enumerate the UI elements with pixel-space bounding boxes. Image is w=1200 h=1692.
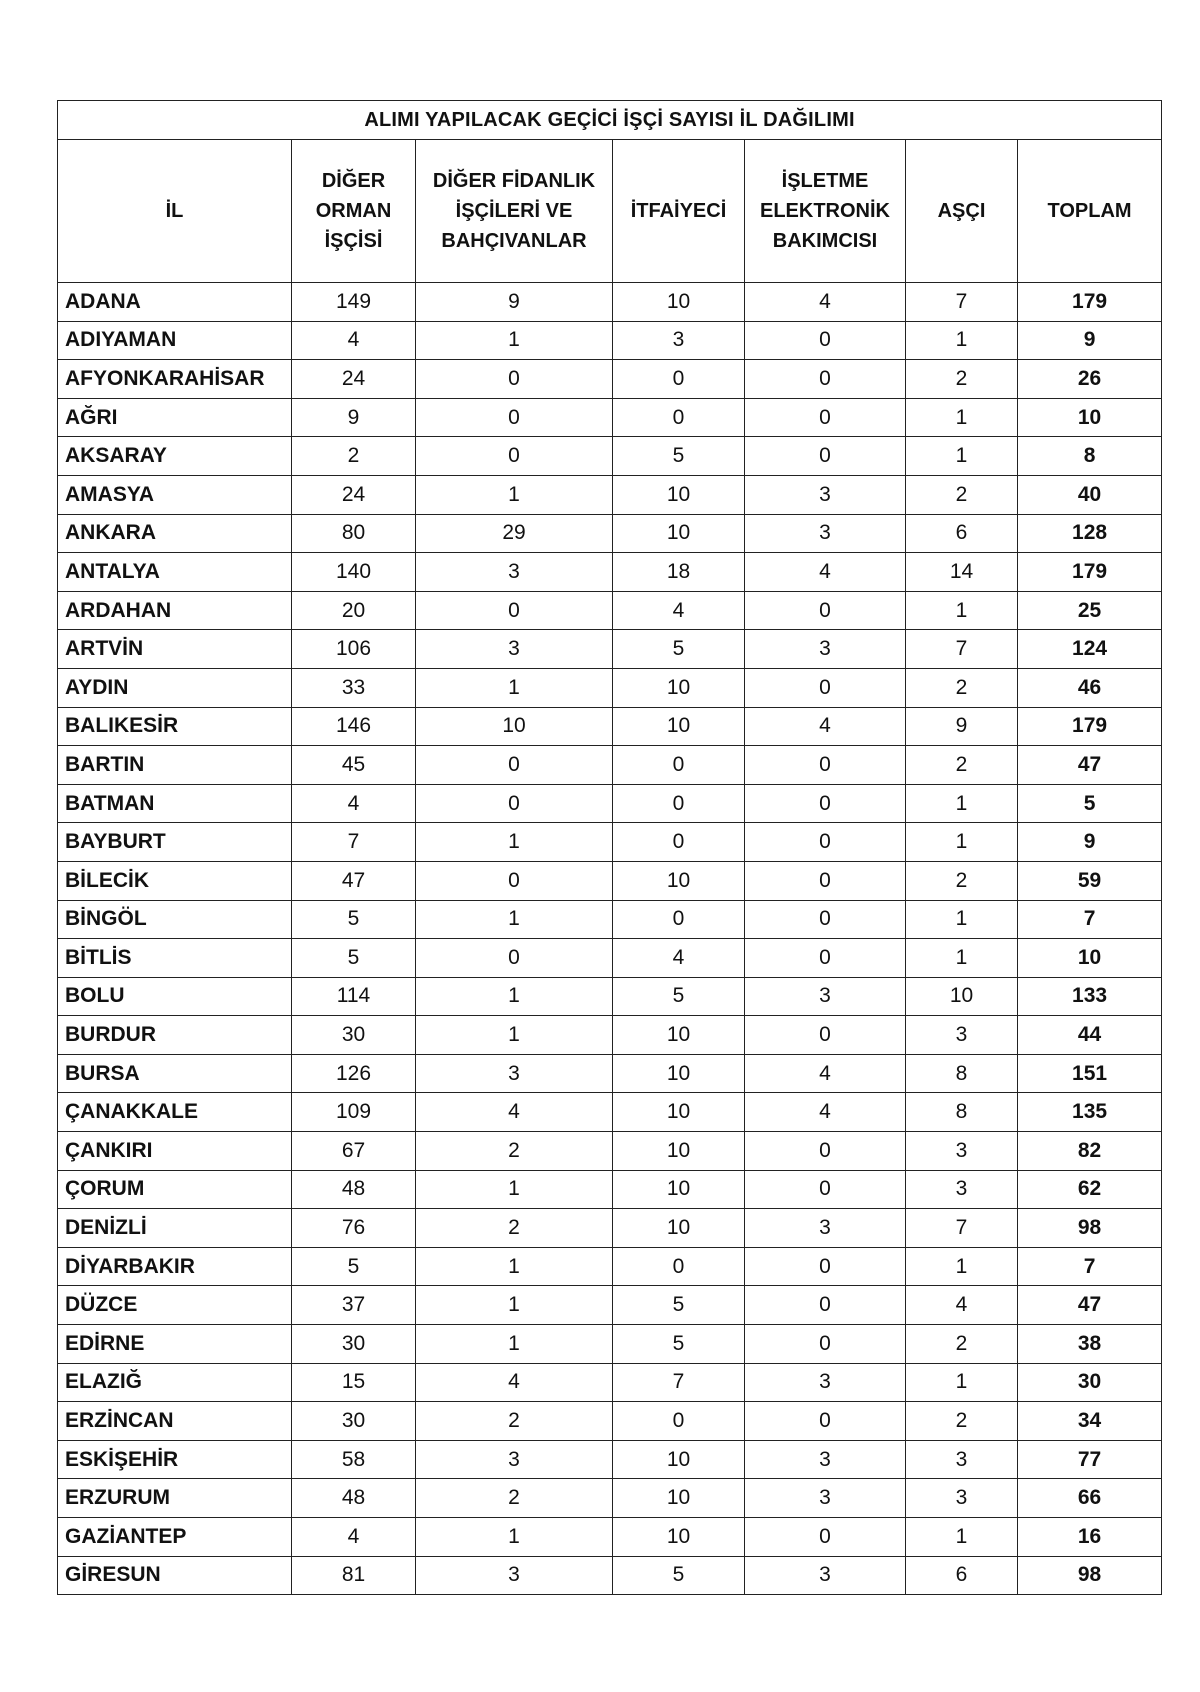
column-header-line: TOPLAM	[1047, 200, 1132, 222]
asci-cell: 3	[906, 1132, 1018, 1171]
elektronik-cell: 3	[745, 1556, 906, 1595]
province-cell: ÇANAKKALE	[58, 1093, 292, 1132]
asci-cell: 2	[906, 1325, 1018, 1364]
elektronik-cell: 3	[745, 1479, 906, 1518]
table-row	[58, 1402, 1162, 1441]
fidanlik-cell: 0	[416, 437, 613, 476]
fidanlik-cell: 0	[416, 746, 613, 785]
itfaiyeci-cell: 5	[613, 1556, 745, 1595]
province-cell: EDİRNE	[58, 1325, 292, 1364]
fidanlik-cell: 2	[416, 1132, 613, 1171]
toplam-cell: 179	[1018, 283, 1162, 322]
toplam-cell: 44	[1018, 1016, 1162, 1055]
itfaiyeci-cell: 0	[613, 746, 745, 785]
table-row	[58, 1054, 1162, 1093]
itfaiyeci-cell: 0	[613, 784, 745, 823]
fidanlik-cell: 3	[416, 1556, 613, 1595]
toplam-cell: 7	[1018, 900, 1162, 939]
orman-cell: 9	[292, 398, 416, 437]
fidanlik-cell: 0	[416, 591, 613, 630]
orman-cell: 45	[292, 746, 416, 785]
asci-cell: 1	[906, 900, 1018, 939]
toplam-cell: 8	[1018, 437, 1162, 476]
asci-cell: 6	[906, 514, 1018, 553]
table-row	[58, 1247, 1162, 1286]
orman-cell: 30	[292, 1016, 416, 1055]
itfaiyeci-cell: 18	[613, 553, 745, 592]
column-header-line: İTFAİYECİ	[630, 200, 727, 222]
column-header-line: ORMAN	[315, 200, 392, 222]
elektronik-cell: 0	[745, 746, 906, 785]
fidanlik-cell: 0	[416, 398, 613, 437]
table-row	[58, 1132, 1162, 1171]
itfaiyeci-cell: 10	[613, 475, 745, 514]
table-row	[58, 514, 1162, 553]
elektronik-cell: 0	[745, 1016, 906, 1055]
itfaiyeci-cell: 5	[613, 1325, 745, 1364]
table-body	[58, 283, 1162, 1595]
table-row	[58, 823, 1162, 862]
orman-cell: 24	[292, 475, 416, 514]
table-row	[58, 630, 1162, 669]
itfaiyeci-cell: 10	[613, 1016, 745, 1055]
asci-cell: 8	[906, 1054, 1018, 1093]
asci-cell: 1	[906, 591, 1018, 630]
asci-cell: 8	[906, 1093, 1018, 1132]
toplam-cell: 77	[1018, 1440, 1162, 1479]
table-row	[58, 1479, 1162, 1518]
province-cell: AMASYA	[58, 475, 292, 514]
asci-cell: 3	[906, 1440, 1018, 1479]
elektronik-cell: 3	[745, 1363, 906, 1402]
fidanlik-cell: 2	[416, 1209, 613, 1248]
toplam-cell: 128	[1018, 514, 1162, 553]
elektronik-cell: 4	[745, 707, 906, 746]
elektronik-cell: 0	[745, 1170, 906, 1209]
toplam-cell: 7	[1018, 1247, 1162, 1286]
itfaiyeci-cell: 5	[613, 977, 745, 1016]
province-cell: DENİZLİ	[58, 1209, 292, 1248]
orman-cell: 58	[292, 1440, 416, 1479]
elektronik-cell: 0	[745, 1402, 906, 1441]
fidanlik-cell: 1	[416, 1518, 613, 1557]
fidanlik-cell: 3	[416, 1440, 613, 1479]
table-row	[58, 1170, 1162, 1209]
province-cell: AYDIN	[58, 668, 292, 707]
toplam-cell: 16	[1018, 1518, 1162, 1557]
itfaiyeci-cell: 0	[613, 823, 745, 862]
table-row	[58, 1440, 1162, 1479]
fidanlik-cell: 3	[416, 1054, 613, 1093]
elektronik-cell: 3	[745, 475, 906, 514]
province-cell: ADANA	[58, 283, 292, 322]
distribution-table	[57, 100, 1162, 1595]
asci-cell: 14	[906, 553, 1018, 592]
toplam-cell: 62	[1018, 1170, 1162, 1209]
fidanlik-cell: 3	[416, 553, 613, 592]
table-title: ALIMI YAPILACAK GEÇİCİ İŞÇİ SAYISI İL DAĞILIMI	[58, 101, 1162, 140]
toplam-cell: 98	[1018, 1556, 1162, 1595]
column-header-line: İŞLETME	[781, 170, 869, 192]
elektronik-cell: 0	[745, 437, 906, 476]
asci-cell: 1	[906, 939, 1018, 978]
itfaiyeci-cell: 10	[613, 1093, 745, 1132]
orman-cell: 81	[292, 1556, 416, 1595]
elektronik-cell: 3	[745, 514, 906, 553]
asci-cell: 9	[906, 707, 1018, 746]
fidanlik-cell: 1	[416, 1325, 613, 1364]
asci-cell: 2	[906, 668, 1018, 707]
orman-cell: 2	[292, 437, 416, 476]
asci-cell: 2	[906, 861, 1018, 900]
table-row	[58, 1016, 1162, 1055]
province-cell: BİNGÖL	[58, 900, 292, 939]
itfaiyeci-cell: 10	[613, 1054, 745, 1093]
itfaiyeci-cell: 10	[613, 1440, 745, 1479]
orman-cell: 37	[292, 1286, 416, 1325]
elektronik-cell: 0	[745, 360, 906, 399]
elektronik-cell: 0	[745, 900, 906, 939]
table-row	[58, 283, 1162, 322]
itfaiyeci-cell: 4	[613, 939, 745, 978]
orman-cell: 20	[292, 591, 416, 630]
province-cell: ANTALYA	[58, 553, 292, 592]
itfaiyeci-cell: 7	[613, 1363, 745, 1402]
asci-cell: 7	[906, 630, 1018, 669]
itfaiyeci-cell: 3	[613, 321, 745, 360]
fidanlik-cell: 0	[416, 360, 613, 399]
table-row	[58, 321, 1162, 360]
elektronik-cell: 0	[745, 398, 906, 437]
itfaiyeci-cell: 10	[613, 1518, 745, 1557]
province-cell: AFYONKARAHİSAR	[58, 360, 292, 399]
elektronik-cell: 3	[745, 1440, 906, 1479]
column-header-line: İŞÇİLERİ VE	[455, 200, 573, 222]
itfaiyeci-cell: 10	[613, 707, 745, 746]
elektronik-cell: 3	[745, 977, 906, 1016]
elektronik-cell: 0	[745, 668, 906, 707]
fidanlik-cell: 1	[416, 1170, 613, 1209]
orman-cell: 146	[292, 707, 416, 746]
fidanlik-cell: 1	[416, 1247, 613, 1286]
elektronik-cell: 0	[745, 939, 906, 978]
asci-cell: 1	[906, 321, 1018, 360]
table-row	[58, 1518, 1162, 1557]
elektronik-cell: 4	[745, 553, 906, 592]
fidanlik-cell: 9	[416, 283, 613, 322]
orman-cell: 47	[292, 861, 416, 900]
province-cell: GİRESUN	[58, 1556, 292, 1595]
province-cell: ARDAHAN	[58, 591, 292, 630]
column-header-line: BAKIMCISI	[772, 230, 878, 252]
toplam-cell: 46	[1018, 668, 1162, 707]
table-row	[58, 1363, 1162, 1402]
column-header-asci	[906, 140, 1018, 283]
fidanlik-cell: 4	[416, 1363, 613, 1402]
toplam-cell: 25	[1018, 591, 1162, 630]
elektronik-cell: 0	[745, 861, 906, 900]
asci-cell: 3	[906, 1479, 1018, 1518]
orman-cell: 4	[292, 321, 416, 360]
column-header-line: BAHÇIVANLAR	[441, 230, 587, 252]
province-cell: BURSA	[58, 1054, 292, 1093]
table-row	[58, 746, 1162, 785]
province-cell: ESKİŞEHİR	[58, 1440, 292, 1479]
itfaiyeci-cell: 4	[613, 591, 745, 630]
province-cell: AKSARAY	[58, 437, 292, 476]
table-row	[58, 437, 1162, 476]
orman-cell: 33	[292, 668, 416, 707]
orman-cell: 15	[292, 1363, 416, 1402]
fidanlik-cell: 3	[416, 630, 613, 669]
elektronik-cell: 0	[745, 321, 906, 360]
orman-cell: 24	[292, 360, 416, 399]
column-header-row	[58, 140, 1162, 283]
elektronik-cell: 0	[745, 1132, 906, 1171]
itfaiyeci-cell: 10	[613, 861, 745, 900]
fidanlik-cell: 1	[416, 900, 613, 939]
table-row	[58, 707, 1162, 746]
asci-cell: 6	[906, 1556, 1018, 1595]
column-header-itfaiyeci	[613, 140, 745, 283]
toplam-cell: 38	[1018, 1325, 1162, 1364]
table-row	[58, 939, 1162, 978]
asci-cell: 7	[906, 1209, 1018, 1248]
table-row	[58, 784, 1162, 823]
orman-cell: 126	[292, 1054, 416, 1093]
itfaiyeci-cell: 0	[613, 1402, 745, 1441]
fidanlik-cell: 1	[416, 977, 613, 1016]
asci-cell: 2	[906, 360, 1018, 399]
toplam-cell: 98	[1018, 1209, 1162, 1248]
asci-cell: 1	[906, 784, 1018, 823]
table-row	[58, 591, 1162, 630]
column-header-line: İL	[165, 200, 184, 222]
fidanlik-cell: 1	[416, 823, 613, 862]
orman-cell: 4	[292, 784, 416, 823]
orman-cell: 140	[292, 553, 416, 592]
elektronik-cell: 3	[745, 630, 906, 669]
elektronik-cell: 0	[745, 1518, 906, 1557]
province-cell: ADIYAMAN	[58, 321, 292, 360]
province-cell: ARTVİN	[58, 630, 292, 669]
itfaiyeci-cell: 5	[613, 630, 745, 669]
elektronik-cell: 3	[745, 1209, 906, 1248]
asci-cell: 1	[906, 398, 1018, 437]
itfaiyeci-cell: 10	[613, 668, 745, 707]
fidanlik-cell: 2	[416, 1479, 613, 1518]
toplam-cell: 179	[1018, 707, 1162, 746]
table-row	[58, 1209, 1162, 1248]
column-header-il	[58, 140, 292, 283]
province-cell: BAYBURT	[58, 823, 292, 862]
orman-cell: 48	[292, 1170, 416, 1209]
orman-cell: 114	[292, 977, 416, 1016]
distribution-table-container	[57, 100, 1161, 1595]
itfaiyeci-cell: 10	[613, 1479, 745, 1518]
itfaiyeci-cell: 0	[613, 360, 745, 399]
column-header-line: AŞÇI	[937, 200, 986, 222]
fidanlik-cell: 0	[416, 939, 613, 978]
table-row	[58, 1325, 1162, 1364]
asci-cell: 3	[906, 1170, 1018, 1209]
asci-cell: 1	[906, 823, 1018, 862]
itfaiyeci-cell: 10	[613, 283, 745, 322]
toplam-cell: 30	[1018, 1363, 1162, 1402]
toplam-cell: 9	[1018, 823, 1162, 862]
table-row	[58, 398, 1162, 437]
column-header-line: DİĞER	[321, 170, 386, 192]
province-cell: ÇANKIRI	[58, 1132, 292, 1171]
elektronik-cell: 0	[745, 1286, 906, 1325]
table-row	[58, 668, 1162, 707]
asci-cell: 10	[906, 977, 1018, 1016]
province-cell: BALIKESİR	[58, 707, 292, 746]
orman-cell: 5	[292, 939, 416, 978]
itfaiyeci-cell: 0	[613, 900, 745, 939]
orman-cell: 4	[292, 1518, 416, 1557]
toplam-cell: 10	[1018, 398, 1162, 437]
table-row	[58, 900, 1162, 939]
asci-cell: 1	[906, 1247, 1018, 1286]
toplam-cell: 151	[1018, 1054, 1162, 1093]
toplam-cell: 5	[1018, 784, 1162, 823]
table-row	[58, 1556, 1162, 1595]
itfaiyeci-cell: 0	[613, 1247, 745, 1286]
table-row	[58, 360, 1162, 399]
fidanlik-cell: 10	[416, 707, 613, 746]
province-cell: GAZİANTEP	[58, 1518, 292, 1557]
fidanlik-cell: 1	[416, 1286, 613, 1325]
orman-cell: 30	[292, 1325, 416, 1364]
toplam-cell: 10	[1018, 939, 1162, 978]
asci-cell: 1	[906, 437, 1018, 476]
fidanlik-cell: 1	[416, 1016, 613, 1055]
asci-cell: 1	[906, 1518, 1018, 1557]
orman-cell: 106	[292, 630, 416, 669]
table-row	[58, 1286, 1162, 1325]
column-header-line: DİĞER FİDANLIK	[432, 170, 596, 192]
column-header-toplam	[1018, 140, 1162, 283]
asci-cell: 3	[906, 1016, 1018, 1055]
orman-cell: 7	[292, 823, 416, 862]
province-cell: BİTLİS	[58, 939, 292, 978]
toplam-cell: 66	[1018, 1479, 1162, 1518]
table-row	[58, 475, 1162, 514]
toplam-cell: 135	[1018, 1093, 1162, 1132]
toplam-cell: 133	[1018, 977, 1162, 1016]
toplam-cell: 59	[1018, 861, 1162, 900]
itfaiyeci-cell: 5	[613, 437, 745, 476]
itfaiyeci-cell: 10	[613, 1209, 745, 1248]
fidanlik-cell: 0	[416, 861, 613, 900]
column-header-line: ELEKTRONİK	[760, 200, 890, 222]
column-header-line: İŞÇİSİ	[324, 230, 383, 252]
province-cell: ERZİNCAN	[58, 1402, 292, 1441]
asci-cell: 2	[906, 475, 1018, 514]
toplam-cell: 26	[1018, 360, 1162, 399]
province-cell: ÇORUM	[58, 1170, 292, 1209]
province-cell: BURDUR	[58, 1016, 292, 1055]
elektronik-cell: 0	[745, 1247, 906, 1286]
toplam-cell: 47	[1018, 1286, 1162, 1325]
itfaiyeci-cell: 10	[613, 514, 745, 553]
orman-cell: 149	[292, 283, 416, 322]
fidanlik-cell: 4	[416, 1093, 613, 1132]
table-row	[58, 861, 1162, 900]
elektronik-cell: 0	[745, 823, 906, 862]
asci-cell: 4	[906, 1286, 1018, 1325]
elektronik-cell: 0	[745, 784, 906, 823]
table-row	[58, 977, 1162, 1016]
toplam-cell: 40	[1018, 475, 1162, 514]
orman-cell: 76	[292, 1209, 416, 1248]
fidanlik-cell: 0	[416, 784, 613, 823]
toplam-cell: 9	[1018, 321, 1162, 360]
itfaiyeci-cell: 5	[613, 1286, 745, 1325]
orman-cell: 67	[292, 1132, 416, 1171]
orman-cell: 109	[292, 1093, 416, 1132]
province-cell: BATMAN	[58, 784, 292, 823]
table-row	[58, 553, 1162, 592]
toplam-cell: 179	[1018, 553, 1162, 592]
column-header-orman	[292, 140, 416, 283]
orman-cell: 80	[292, 514, 416, 553]
itfaiyeci-cell: 0	[613, 398, 745, 437]
toplam-cell: 124	[1018, 630, 1162, 669]
province-cell: BARTIN	[58, 746, 292, 785]
fidanlik-cell: 2	[416, 1402, 613, 1441]
itfaiyeci-cell: 10	[613, 1132, 745, 1171]
toplam-cell: 47	[1018, 746, 1162, 785]
asci-cell: 7	[906, 283, 1018, 322]
toplam-cell: 82	[1018, 1132, 1162, 1171]
province-cell: DİYARBAKIR	[58, 1247, 292, 1286]
province-cell: ELAZIĞ	[58, 1363, 292, 1402]
column-header-fidanlik	[416, 140, 613, 283]
province-cell: BİLECİK	[58, 861, 292, 900]
province-cell: ANKARA	[58, 514, 292, 553]
fidanlik-cell: 1	[416, 321, 613, 360]
province-cell: AĞRI	[58, 398, 292, 437]
elektronik-cell: 0	[745, 1325, 906, 1364]
fidanlik-cell: 1	[416, 668, 613, 707]
asci-cell: 1	[906, 1363, 1018, 1402]
toplam-cell: 34	[1018, 1402, 1162, 1441]
orman-cell: 5	[292, 1247, 416, 1286]
elektronik-cell: 0	[745, 591, 906, 630]
asci-cell: 2	[906, 746, 1018, 785]
elektronik-cell: 4	[745, 1093, 906, 1132]
table-row	[58, 1093, 1162, 1132]
orman-cell: 30	[292, 1402, 416, 1441]
asci-cell: 2	[906, 1402, 1018, 1441]
fidanlik-cell: 1	[416, 475, 613, 514]
itfaiyeci-cell: 10	[613, 1170, 745, 1209]
elektronik-cell: 4	[745, 1054, 906, 1093]
column-header-elektronik	[745, 140, 906, 283]
elektronik-cell: 4	[745, 283, 906, 322]
fidanlik-cell: 29	[416, 514, 613, 553]
province-cell: BOLU	[58, 977, 292, 1016]
province-cell: DÜZCE	[58, 1286, 292, 1325]
orman-cell: 48	[292, 1479, 416, 1518]
province-cell: ERZURUM	[58, 1479, 292, 1518]
orman-cell: 5	[292, 900, 416, 939]
